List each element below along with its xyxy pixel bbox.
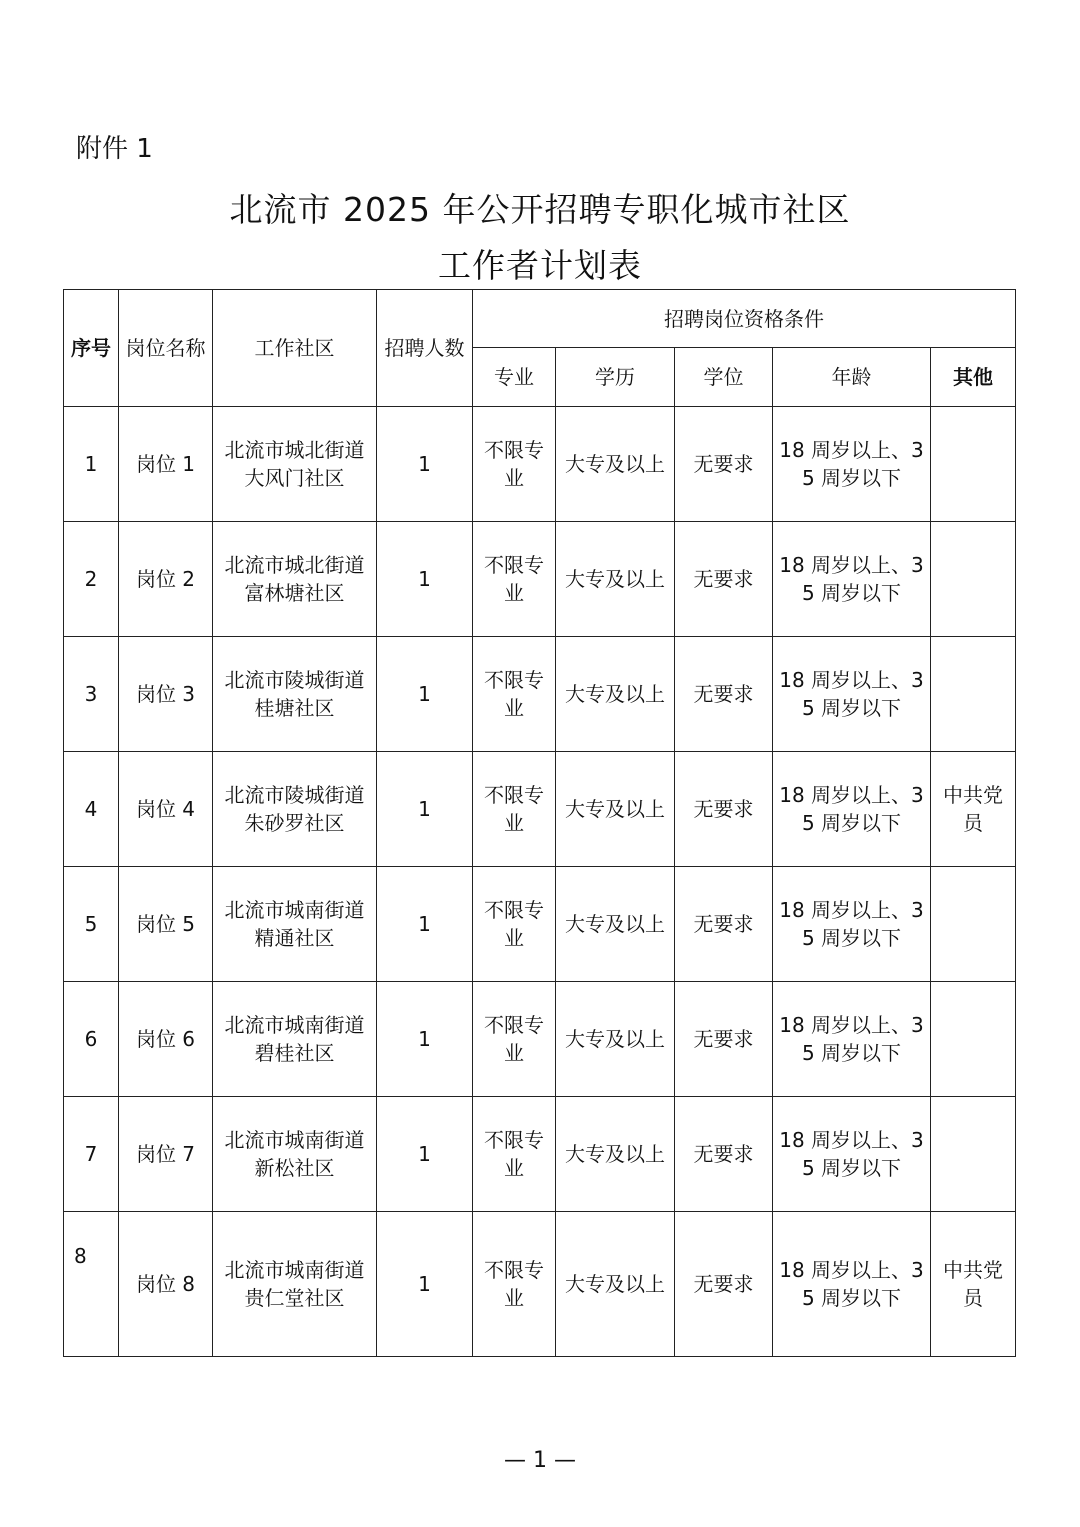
attachment-label: 附件 1 [76,134,153,164]
table-row [64,1212,1016,1357]
cell-major: 不限专业 [473,982,556,1097]
cell-count: 1 [377,867,473,982]
cell-community: 北流市城南街道贵仁堂社区 [213,1212,377,1357]
cell-other [931,407,1016,522]
cell-age: 18 周岁以上、35 周岁以下 [773,867,931,982]
cell-age: 18 周岁以上、35 周岁以下 [773,1097,931,1212]
cell-count: 1 [377,982,473,1097]
cell-position: 岗位 5 [119,867,213,982]
cell-age: 18 周岁以上、35 周岁以下 [773,752,931,867]
cell-degree: 无要求 [675,407,773,522]
cell-education: 大专及以上 [556,1097,675,1212]
header-position: 岗位名称 [119,290,213,407]
cell-count: 1 [377,637,473,752]
cell-education: 大专及以上 [556,522,675,637]
cell-position: 岗位 6 [119,982,213,1097]
cell-community: 北流市城北街道大风门社区 [213,407,377,522]
table-row [64,982,1016,1097]
cell-age: 18 周岁以上、35 周岁以下 [773,982,931,1097]
header-row-1 [64,290,1016,348]
cell-seq: 6 [64,982,119,1097]
header-count: 招聘人数 [377,290,473,407]
cell-position: 岗位 3 [119,637,213,752]
cell-seq: 1 [64,407,119,522]
cell-seq: 5 [64,867,119,982]
cell-position: 岗位 8 [119,1212,213,1357]
cell-education: 大专及以上 [556,637,675,752]
document-title-line2: 工作者计划表 [438,246,642,285]
header-qualifications: 招聘岗位资格条件 [473,290,1016,348]
cell-other [931,982,1016,1097]
cell-major: 不限专业 [473,407,556,522]
recruitment-plan-table [63,289,1016,1357]
cell-seq: 8 [64,1212,119,1357]
cell-degree: 无要求 [675,522,773,637]
cell-community: 北流市城南街道精通社区 [213,867,377,982]
cell-community: 北流市陵城街道朱砂罗社区 [213,752,377,867]
cell-age: 18 周岁以上、35 周岁以下 [773,637,931,752]
table-row [64,867,1016,982]
table-row [64,522,1016,637]
cell-education: 大专及以上 [556,982,675,1097]
cell-count: 1 [377,407,473,522]
header-other: 其他 [931,348,1016,407]
cell-age: 18 周岁以上、35 周岁以下 [773,407,931,522]
cell-position: 岗位 2 [119,522,213,637]
cell-community: 北流市城北街道富林塘社区 [213,522,377,637]
table-row [64,752,1016,867]
cell-count: 1 [377,522,473,637]
cell-major: 不限专业 [473,1212,556,1357]
table-row [64,637,1016,752]
header-age: 年龄 [773,348,931,407]
cell-age: 18 周岁以上、35 周岁以下 [773,1212,931,1357]
cell-education: 大专及以上 [556,752,675,867]
cell-degree: 无要求 [675,867,773,982]
header-major: 专业 [473,348,556,407]
cell-major: 不限专业 [473,867,556,982]
cell-community: 北流市城南街道新松社区 [213,1097,377,1212]
cell-seq: 2 [64,522,119,637]
cell-degree: 无要求 [675,637,773,752]
cell-seq: 4 [64,752,119,867]
cell-count: 1 [377,1097,473,1212]
cell-other: 中共党员 [931,752,1016,867]
cell-seq: 3 [64,637,119,752]
cell-community: 北流市陵城街道桂塘社区 [213,637,377,752]
cell-degree: 无要求 [675,982,773,1097]
cell-community: 北流市城南街道碧桂社区 [213,982,377,1097]
table-row [64,1097,1016,1212]
cell-other: 中共党员 [931,1212,1016,1357]
cell-education: 大专及以上 [556,407,675,522]
cell-education: 大专及以上 [556,1212,675,1357]
header-education: 学历 [556,348,675,407]
cell-seq: 7 [64,1097,119,1212]
cell-other [931,637,1016,752]
cell-major: 不限专业 [473,1097,556,1212]
cell-other [931,522,1016,637]
cell-position: 岗位 1 [119,407,213,522]
table-row [64,407,1016,522]
cell-education: 大专及以上 [556,867,675,982]
document-title-line1: 北流市 2025 年公开招聘专职化城市社区 [229,190,851,229]
cell-position: 岗位 7 [119,1097,213,1212]
cell-other [931,1097,1016,1212]
cell-position: 岗位 4 [119,752,213,867]
page-number: — 1 — [504,1448,576,1473]
header-degree: 学位 [675,348,773,407]
cell-degree: 无要求 [675,1212,773,1357]
cell-major: 不限专业 [473,752,556,867]
cell-age: 18 周岁以上、35 周岁以下 [773,522,931,637]
cell-major: 不限专业 [473,522,556,637]
cell-count: 1 [377,752,473,867]
cell-count: 1 [377,1212,473,1357]
cell-major: 不限专业 [473,637,556,752]
cell-degree: 无要求 [675,1097,773,1212]
cell-other [931,867,1016,982]
header-seq: 序号 [64,290,119,407]
header-community: 工作社区 [213,290,377,407]
cell-degree: 无要求 [675,752,773,867]
